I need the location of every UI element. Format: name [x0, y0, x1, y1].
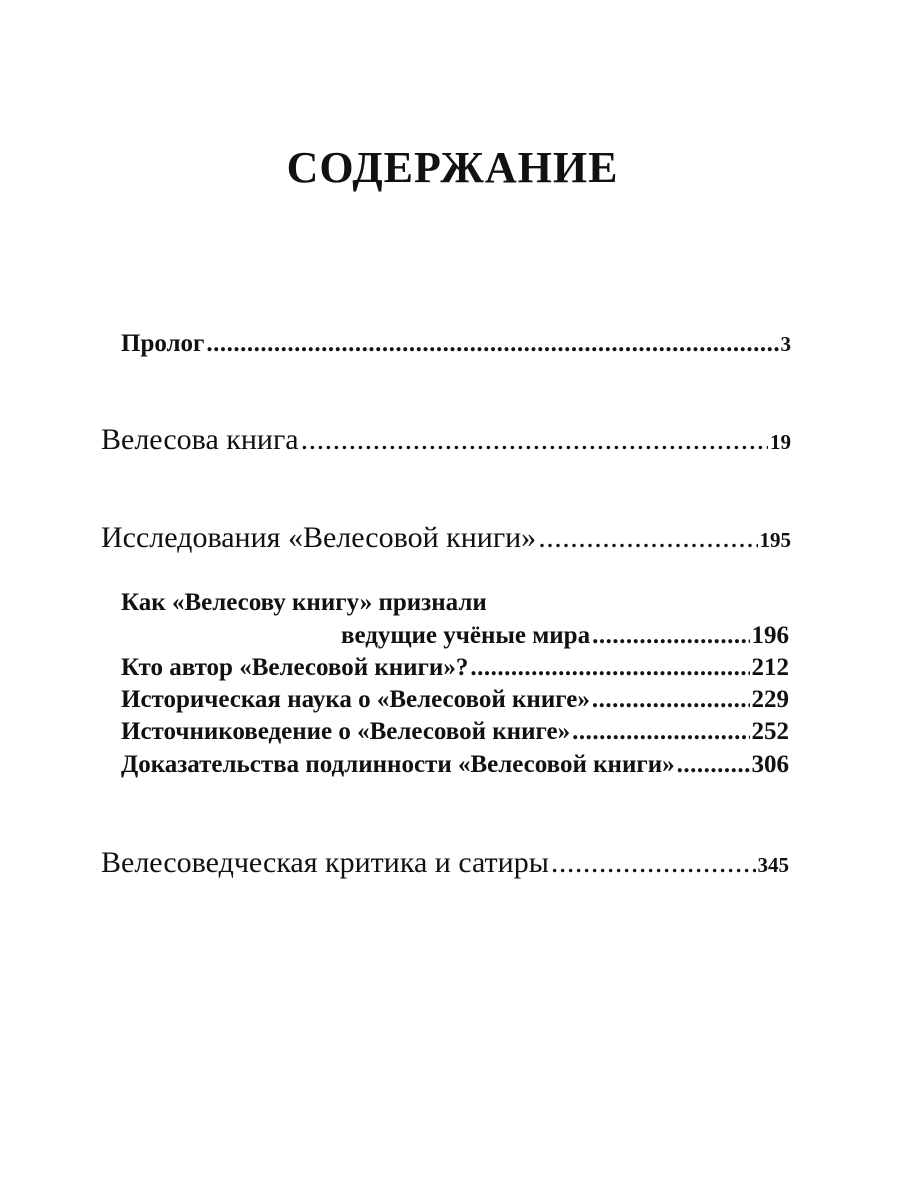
toc-subentry-line: Как «Велесову книгу» признали [121, 589, 487, 616]
toc-entry-label: Историческая наука о «Велесовой книге» [121, 686, 590, 713]
toc-entry-label: Источниковедение о «Велесовой книге» [121, 718, 571, 745]
toc-subentry-author [121, 654, 789, 682]
toc-entry-label: Исследования «Велесовой книги» [101, 521, 537, 554]
toc-entry-label: Доказательства подлинности «Велесовой книги» [121, 751, 675, 778]
toc-entry-page: 212 [751, 654, 789, 681]
page-title: СОДЕРЖАНИЕ [286, 143, 619, 192]
toc-entry-label: ведущие учёные мира [341, 622, 591, 649]
leader-dots [551, 846, 756, 880]
toc-entry-label: Велесоведческая критика и сатиры [101, 846, 549, 879]
toc-entry-research [101, 521, 791, 555]
toc-entry-page: 306 [751, 751, 789, 778]
leader-dots [538, 521, 757, 555]
toc-entry-page: 196 [751, 622, 789, 649]
toc-entry-label: Велесова книга [101, 423, 299, 456]
toc-entry-criticism [101, 846, 789, 880]
leader-dots [470, 654, 749, 682]
toc-entry-page: 229 [751, 686, 789, 713]
toc-entry-label: Пролог [121, 330, 205, 357]
toc-subentry-scholars [341, 622, 789, 650]
leader-dots [592, 622, 749, 650]
toc-entry-prologue [121, 330, 791, 358]
toc-entry-label: Кто автор «Велесовой книги»? [121, 654, 469, 681]
toc-subentry-proofs [121, 751, 789, 779]
toc-entry-page: 345 [757, 853, 789, 877]
toc-subentry-history [121, 686, 789, 714]
toc-entry-page: 3 [780, 332, 791, 356]
toc-entry-page: 252 [751, 718, 789, 745]
toc-entry-page: 19 [770, 430, 791, 454]
toc-entry-veles-book [101, 423, 791, 457]
leader-dots [677, 751, 750, 779]
leader-dots [301, 423, 768, 457]
leader-dots [206, 330, 778, 358]
leader-dots [572, 718, 749, 746]
toc-entry-page: 195 [759, 528, 791, 552]
leader-dots [592, 686, 750, 714]
toc-subentry-sources [121, 718, 789, 746]
